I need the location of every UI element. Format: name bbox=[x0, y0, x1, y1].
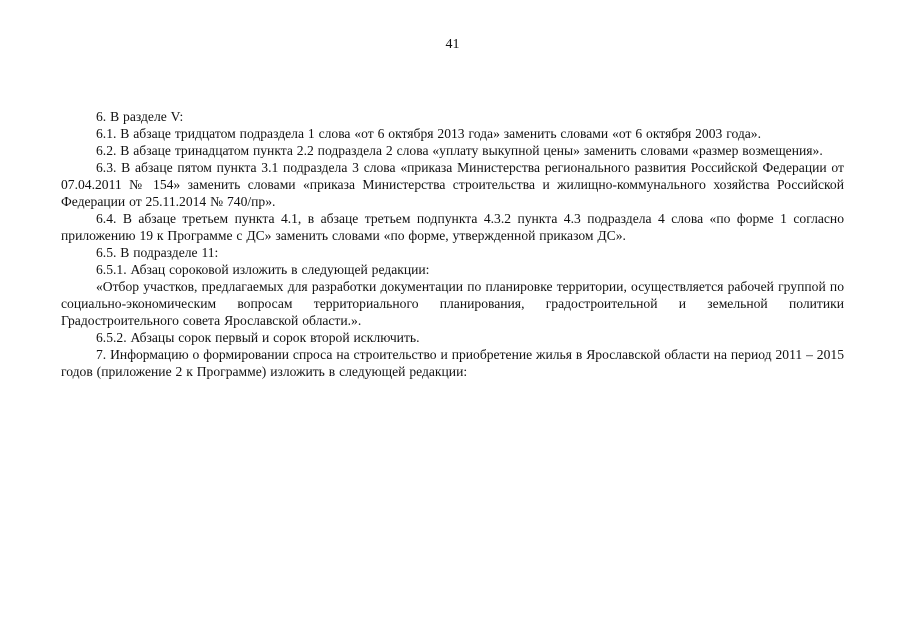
paragraph-6-2: 6.2. В абзаце тринадцатом пункта 2.2 подраздела 2 слова «уплату выкупной цены» заменить словами «размер возмещения». bbox=[96, 143, 823, 158]
document-body bbox=[61, 108, 844, 380]
paragraph-quoted-text: «Отбор участков, предлагаемых для разработки документации по планировке территории, осуществляется рабочей группой по социально-экономическим вопросам территориального планирования, градостроительной и земельной политики Градостроительного совета Ярославской области.». bbox=[61, 279, 844, 328]
paragraph-7: 7. Информацию о формировании спроса на строительство и приобретение жилья в Ярославской области на период 2011 – 2015 годов (приложение 2 к Программе) изложить в следующей редакции: bbox=[61, 347, 844, 379]
paragraph-6-5-2: 6.5.2. Абзацы сорок первый и сорок второй исключить. bbox=[96, 330, 420, 345]
page-number: 41 bbox=[445, 37, 460, 52]
paragraph-6-1: 6.1. В абзаце тридцатом подраздела 1 слова «от 6 октября 2013 года» заменить словами «от 6 октября 2003 года». bbox=[96, 126, 761, 141]
paragraph-6-5: 6.5. В подразделе 11: bbox=[96, 245, 219, 260]
paragraph-6-4: 6.4. В абзаце третьем пункта 4.1, в абзаце третьем подпункта 4.3.2 пункта 4.3 подраздела 4 слова «по форме 1 согласно приложению 19 к Программе с ДС» заменить словами «по форме, утвержденной приказом ДС». bbox=[61, 211, 844, 243]
paragraph-section-v: 6. В разделе V: bbox=[96, 109, 184, 124]
paragraph-6-3: 6.3. В абзаце пятом пункта 3.1 подраздела 3 слова «приказа Министерства регионального развития Российской Федерации от 07.04.2011 № 154» заменить словами «приказа Министерства строительства и жилищно-коммунального хозяйства Российской Федерации от 25.11.2014 № 740/пр». bbox=[61, 160, 844, 209]
paragraph-6-5-1: 6.5.1. Абзац сороковой изложить в следующей редакции: bbox=[96, 262, 430, 277]
